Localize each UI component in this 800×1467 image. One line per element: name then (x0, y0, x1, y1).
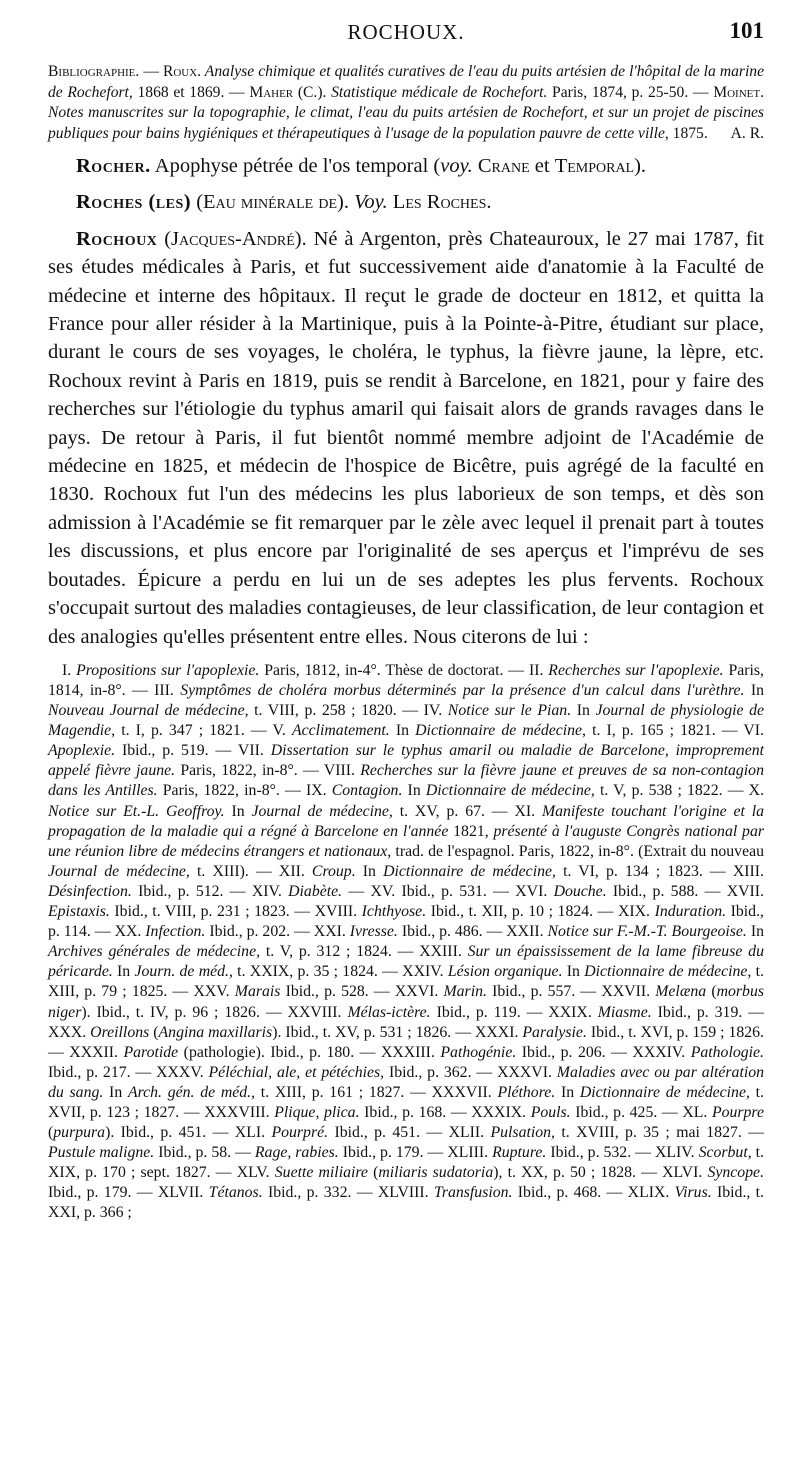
work-title: Désinfection. (48, 882, 132, 900)
work-item (273, 722, 416, 739)
work-title: Dictionnaire de médecine, (383, 862, 556, 880)
work-item (154, 682, 764, 699)
work-item (315, 903, 618, 920)
work-title: Dictionnaire de médecine, (579, 1083, 750, 1101)
work-item (288, 1004, 549, 1021)
work-title: Infection. (145, 923, 206, 941)
bibliography-label: Bibliographie. (48, 63, 140, 80)
work-item (402, 963, 584, 980)
work-title: Douche. (553, 882, 607, 900)
work-number: XIX. (617, 903, 655, 921)
work-number: VI. (743, 722, 764, 740)
work-number: XLVII. (157, 1184, 209, 1202)
work-item (69, 1044, 381, 1061)
work-reference: (pathologie). Ibid., p. 180. — (178, 1043, 381, 1061)
work-number: IV. (423, 702, 448, 720)
work-title: morbus niger (48, 983, 764, 1021)
work-number: XXII. (506, 923, 548, 941)
work-item (314, 923, 506, 940)
bib-author: Roux. (162, 63, 202, 80)
work-title: Journal de physiologie de Magendie, (48, 702, 765, 740)
bib-text: 1875. (668, 124, 708, 142)
work-item (432, 1084, 580, 1101)
work-item (48, 702, 424, 719)
work-number: XXXIX. (471, 1103, 531, 1121)
work-title: Paralysie. (522, 1023, 587, 1041)
entry-headword: Rochoux (76, 227, 158, 250)
work-title: Nouveau Journal de médecine, (48, 702, 249, 720)
work-item (48, 1144, 255, 1161)
work-title: Scorbut, (698, 1144, 752, 1162)
work-title: Notice sur le Pian. (447, 702, 572, 720)
work-item (471, 1104, 682, 1121)
page-number: 101 (729, 18, 764, 43)
work-title: Pulsation, (490, 1124, 556, 1142)
work-number: XXX. (48, 1023, 91, 1041)
work-item (424, 702, 596, 719)
work-reference: t. XVII, p. 123 ; 1827. — (48, 1083, 764, 1121)
work-item (381, 1044, 632, 1061)
work-title: Acclimatement. (291, 722, 390, 740)
entry-text: ). (634, 155, 647, 177)
work-title: Péléchial, ale, et pétéchies, (208, 1063, 385, 1081)
work-title: Journal de médecine, (48, 862, 190, 880)
entry-headword: Rocher. (76, 155, 151, 177)
bib-title: Notes manuscrites sur la topographie, le climat, l'eau du puits artésien de Rochefort, et sur un projet de piscines publiques pour bains hygiéniques et thérapeutiques à l'usage de la population pauvre de cette ville, (48, 104, 764, 142)
work-number: XIV. (251, 882, 289, 900)
work-number: VIII. (323, 762, 361, 780)
work-reference: In (389, 722, 416, 740)
work-number: XXXIV. (632, 1043, 691, 1061)
work-title: Contagion. (331, 782, 403, 800)
work-title: Dissertation sur le typhus amaril ou maladie de Barcelone, improprement appelé fièvre jaune. (48, 742, 765, 780)
work-item (447, 1144, 655, 1161)
work-reference: Paris, 1814, in-8°. — (48, 661, 764, 699)
work-reference: Ibid., p. 588. — (606, 882, 727, 900)
work-title: Pustule maligne. (48, 1144, 155, 1162)
work-number: XXIX. (548, 1003, 598, 1021)
work-number: VII. (237, 742, 271, 760)
bib-text: 1868 et 1869. — (132, 83, 250, 101)
work-item (252, 883, 371, 900)
work-item (378, 1164, 662, 1181)
work-number: XII. (278, 862, 312, 880)
work-title: Dictionnaire de médecine, (584, 963, 752, 981)
work-reference: In (555, 1083, 580, 1101)
work-title: purpura (53, 1124, 106, 1142)
work-reference: Ibid., p. 114. — (48, 903, 764, 941)
work-reference: Ibid., p. 425. — (570, 1103, 683, 1121)
work-reference: t. XV, p. 67. — (392, 802, 515, 820)
work-item (193, 983, 394, 1000)
work-number: XXXVIII. (204, 1103, 275, 1121)
work-title: Epistaxis. (48, 903, 110, 921)
work-reference: t. XVIII, p. 35 ; mai 1827. — (555, 1124, 764, 1142)
work-reference: ( (48, 1124, 54, 1142)
work-title: Pléthore. (497, 1083, 556, 1101)
work-title: Recherches sur l'apoplexie. (548, 661, 724, 679)
cross-ref: Temporal (554, 155, 635, 177)
work-reference: Ibid., t. XXI, p. 366 ; (48, 1184, 764, 1222)
work-title: Notice sur Et.-L. Geoffroy. (48, 802, 225, 820)
work-reference: In (402, 782, 426, 800)
work-reference: In (112, 963, 135, 981)
work-title: Tétanos. (208, 1184, 263, 1202)
work-reference: ), t. XX, p. 50 ; 1828. — (493, 1164, 663, 1182)
work-number: XLVIII. (377, 1184, 434, 1202)
work-reference: ). Ibid., p. 451. — (105, 1124, 235, 1142)
work-title: Dictionnaire de médecine, (425, 782, 595, 800)
work-reference: t. V, p. 538 ; 1822. — (594, 782, 749, 800)
cross-ref: Les Roches. (387, 191, 492, 214)
entry-rochoux (48, 225, 764, 651)
work-title: Parotide (123, 1043, 179, 1061)
work-reference: In (562, 963, 585, 981)
work-title: présenté à l'auguste Congrès national par une réunion libre de médecins étrangers et nationaux, (48, 822, 764, 860)
work-reference: Ibid., t. XVI, p. 159 ; 1826. — (48, 1023, 764, 1061)
work-reference: In (744, 682, 765, 699)
work-title: Oreillons (90, 1023, 150, 1041)
work-item (48, 1024, 159, 1041)
work-number: XLII. (448, 1124, 491, 1142)
cross-ref-voy: Voy. (354, 191, 388, 214)
entry-rocher (48, 152, 764, 180)
bib-title: Statistique médicale de Rochefort. (331, 83, 548, 101)
work-reference: t. VIII, p. 258 ; 1820. — (248, 702, 424, 720)
work-title: Lésion organique. (447, 963, 563, 981)
work-title: miliaris sudatoria (378, 1164, 494, 1182)
work-number: XLV. (236, 1164, 275, 1182)
work-title: Pourpré. (271, 1124, 329, 1142)
work-title: Pathologie. (690, 1043, 764, 1061)
works-list (48, 661, 764, 1224)
entry-text: Apophyse pétrée de l'os temporal ( (150, 155, 441, 177)
cross-ref-voy: voy. (440, 155, 473, 177)
work-reference: Ibid., p. 168. — (359, 1103, 472, 1121)
bib-author: Moinet. (713, 83, 764, 101)
work-reference: ). Ibid., t. XV, p. 531 ; 1826. — (272, 1023, 475, 1041)
work-item (548, 1004, 764, 1021)
entry-headword: Roches (les) (76, 191, 192, 214)
work-reference: t. XIX, p. 170 ; sept. 1827. — (48, 1144, 764, 1182)
work-number: XXVII. (601, 983, 656, 1001)
running-head (48, 0, 764, 52)
work-reference: Ibid., p. 58. — (154, 1144, 255, 1162)
bib-text: (C.). (293, 83, 332, 101)
work-reference: t. VI, p. 134 ; 1823. — (555, 862, 733, 880)
work-title: Croup. (311, 862, 356, 880)
work-reference: Ibid., p. 319. — (651, 1003, 765, 1021)
work-title: Journ. de méd., (134, 963, 233, 981)
work-reference: Ibid., p. 451. — (328, 1124, 449, 1142)
entry-name: (Jacques-André). (157, 227, 307, 250)
bibliography-paragraph (48, 62, 764, 144)
work-number: I. (62, 661, 77, 679)
work-number: XVII. (726, 882, 764, 900)
work-number: XLIX. (627, 1184, 675, 1202)
work-reference: In (224, 802, 252, 820)
work-title: Plique, plica. (274, 1103, 360, 1121)
work-reference: Ibid., p. 206. — (516, 1043, 633, 1061)
work-number: XX. (114, 923, 146, 941)
cross-ref: Crane (472, 155, 530, 177)
work-reference: Ibid., t. XII, p. 10 ; 1824. — (426, 903, 618, 921)
work-reference: ( (149, 1023, 159, 1041)
work-number: XXXII. (69, 1043, 124, 1061)
work-item (370, 883, 515, 900)
work-item (395, 983, 602, 1000)
work-reference: Ibid., p. 179. — (48, 1184, 158, 1202)
work-number: XXIII. (419, 943, 468, 961)
work-title: Apoplexie. (48, 742, 116, 760)
work-title: Induration. (654, 903, 727, 921)
work-title: Syncope. (707, 1164, 765, 1182)
entry-body: Né à Argenton, près Chateauroux, le 27 mai 1787, fit ses études médicales à Paris, et fut successivement aide d'anatomie à la Faculté de médecine et interne des hôpitaux. Il reçut le grade de docteur en 1812, et quitta la France pour aller résider à la Martinique, puis à la Pointe-à-Pitre, étudiant sur place, durant le cours de ses voyages, le choléra, le typhus, la fièvre jaune, la lèpre, etc. Rochoux revint à Paris en 1819, puis se rendit à Barcelone, en 1821, pour y faire des recherches sur l'étiologie du typhus amaril qui faisait alors de grands ravages dans le pays. De retour à Paris, il fut bientôt nommé membre adjoint de l'Académie de médecine en 1825, et médecin de l'hospice de Bicêtre, puis agrégé de la faculté en 1830. Rochoux fut l'un des médecins les plus laborieux de son temps, et dès son admission à l'Académie se fit remarquer par le zèle avec lequel il prenait part à toutes les discussions, et plus encore par l'originalité de ses aperçus et l'imprévu de ses boutades. Épicure a perdu en lui un de ses adeptes les plus fervents. Rochoux s'occupait surtout des maladies contagieuses, de leur classification, de leur contagion et des analogies qu'elles présentent entre elles. Nous citerons de lui : (48, 227, 764, 648)
work-number: X. (748, 782, 765, 800)
work-title: Arch. gén. de méd., (127, 1083, 256, 1101)
work-number: III. (154, 682, 181, 699)
entry-roches (48, 188, 764, 216)
work-reference: t. XIII, p. 161 ; 1827. — (255, 1083, 432, 1101)
work-item (115, 923, 314, 940)
work-reference: ). Ibid., t. IV, p. 96 ; 1826. — (81, 1003, 288, 1021)
work-title: Transfusion. (433, 1184, 513, 1202)
work-reference: Ibid., p. 202. — (205, 923, 314, 941)
work-title: Suette miliaire (274, 1164, 368, 1182)
work-item (426, 782, 749, 799)
work-item (156, 1064, 497, 1081)
work-title: Recherches sur la fièvre jaune et preuves de sa non-contagion dans les Antilles. (48, 762, 764, 800)
work-number: XLIV. (654, 1144, 699, 1162)
work-item (279, 863, 383, 880)
author-signature: A. R. (730, 124, 764, 142)
work-reference: Ibid., p. 528. — (280, 983, 395, 1001)
work-number: XLI. (234, 1124, 272, 1142)
bib-text: Paris, 1874, p. 25-50. — (547, 83, 714, 101)
entry-text: et (529, 155, 555, 177)
work-reference: t. I, p. 165 ; 1821. — (586, 722, 744, 740)
work-title: Dictionnaire de médecine, (415, 722, 586, 740)
work-item (255, 1144, 447, 1161)
work-title: Maladies avec ou par altération du sang. (48, 1063, 765, 1101)
running-title: ROCHOUX. (347, 20, 465, 44)
work-reference: Ibid., p. 119. — (430, 1003, 549, 1021)
work-item (159, 1024, 475, 1041)
work-number: XXVI. (394, 983, 444, 1001)
work-title: Rage, rabies. (254, 1144, 339, 1162)
work-item (134, 963, 402, 980)
work-title: Ivresse. (349, 923, 398, 941)
work-title: Marais (234, 983, 281, 1001)
work-reference: Ibid., p. 532. — (546, 1144, 655, 1162)
work-reference: In (746, 923, 764, 941)
work-title: Angina maxillaris (158, 1023, 273, 1041)
work-title: Manifeste touchant l'origine et la propagation de la maladie qui a régné à Barcelone en l'année (48, 802, 765, 840)
bib-author: Maher (249, 83, 294, 101)
work-title: Journal de médecine, (251, 802, 393, 820)
bib-text: — (139, 63, 163, 80)
work-number: XXI. (313, 923, 350, 941)
work-item (48, 863, 279, 880)
work-reference: — (342, 882, 371, 900)
work-title: Symptômes de choléra morbus déterminés par la présence d'un calcul dans l'urèthre. (180, 682, 745, 699)
work-reference: t. V, p. 312 ; 1824. — (260, 943, 420, 961)
work-title: Propositions sur l'apoplexie. (76, 661, 260, 679)
work-number: XXXVI. (497, 1063, 557, 1081)
work-item (601, 983, 716, 1000)
work-title: Notice sur F.-M.-T. Bourgeoise. (547, 923, 747, 941)
work-title: Pourpre (711, 1103, 765, 1121)
work-title: Melæna (655, 983, 707, 1001)
work-item (378, 1184, 628, 1201)
work-number: II. (528, 661, 549, 679)
work-number: XXXVII. (431, 1083, 498, 1101)
work-reference: t. XXIX, p. 35 ; 1824. — (232, 963, 403, 981)
work-item (515, 883, 726, 900)
work-reference: ( (706, 983, 717, 1001)
work-number: XVI. (515, 882, 554, 900)
work-reference: Ibid., p. 217. — (48, 1063, 157, 1081)
work-number: XLIII. (447, 1144, 493, 1162)
work-number: XXXV. (156, 1063, 209, 1081)
work-item (415, 722, 743, 739)
work-title: Marin. (443, 983, 487, 1001)
work-title: Ichthyose. (361, 903, 427, 921)
work-number: XXIV. (402, 963, 448, 981)
work-reference: In (103, 1083, 128, 1101)
work-reference: t. XIII). — (189, 862, 279, 880)
work-reference: Ibid., p. 519. — (115, 742, 238, 760)
work-reference: t. XIII, p. 79 ; 1825. — (48, 963, 764, 1001)
work-number: XXXI. (474, 1023, 523, 1041)
work-title: Pouls. (530, 1103, 571, 1121)
work-number: XIII. (732, 862, 764, 880)
work-title: Archives générales de médecine, (48, 943, 261, 961)
work-item (235, 1124, 449, 1141)
work-reference: Ibid., p. 512. — (131, 882, 252, 900)
work-item (237, 1164, 379, 1181)
work-reference: In (355, 862, 384, 880)
work-number: IX. (305, 782, 332, 800)
work-reference: Ibid., p. 362. — (384, 1063, 498, 1081)
work-number: XI. (514, 802, 542, 820)
work-item (128, 1084, 432, 1101)
work-title: Sur un épaississement de la lame fibreuse du péricarde. (48, 943, 764, 981)
work-title: Mélas-ictère. (347, 1003, 431, 1021)
work-item (506, 923, 764, 940)
bib-title: Analyse chimique et qualités curatives de l'eau du puits artésien de l'hôpital de la marine de Rochefort, (48, 63, 765, 101)
work-number: XV. (370, 882, 402, 900)
work-reference: Paris, 1812, in-4°. Thèse de doctorat. — (259, 661, 529, 679)
work-reference: 1821, (448, 822, 494, 840)
work-title: Diabète. (288, 882, 343, 900)
work-number: XXV. (193, 983, 235, 1001)
work-reference: In (571, 702, 596, 720)
work-reference: Ibid., t. VIII, p. 231 ; 1823. — (109, 903, 315, 921)
work-reference: Ibid., p. 468. — (512, 1184, 628, 1202)
work-reference: t. I, p. 347 ; 1821. — (115, 722, 273, 740)
work-reference: Paris, 1822, in-8°. — (157, 782, 306, 800)
work-title: Rupture. (492, 1144, 547, 1162)
work-reference: Ibid., p. 531. — (401, 882, 516, 900)
work-title: Miasme. (597, 1003, 652, 1021)
work-item (53, 1124, 235, 1141)
work-number: XL. (682, 1103, 712, 1121)
entry-text: (Eau minérale de). (191, 191, 355, 214)
work-item (204, 1104, 471, 1121)
work-reference: Ibid., p. 332. — (262, 1184, 378, 1202)
work-title: Virus. (674, 1184, 712, 1202)
work-number: XVIII. (314, 903, 362, 921)
work-reference: Ibid., p. 486. — (397, 923, 507, 941)
work-number: XXVIII. (287, 1003, 348, 1021)
work-title: Pathogénie. (440, 1043, 517, 1061)
work-number: XLVI. (662, 1164, 708, 1182)
work-reference: Ibid., p. 557. — (486, 983, 602, 1001)
work-reference: trad. de l'espagnol. Paris, 1822, in-8°. (Extrait du nouveau (391, 842, 765, 860)
work-item (449, 1124, 764, 1141)
work-reference: Ibid., p. 179. — (338, 1144, 448, 1162)
work-number: XXXIII. (380, 1043, 441, 1061)
work-reference: Paris, 1822, in-8°. — (175, 762, 324, 780)
work-item (48, 943, 419, 960)
work-item (306, 782, 426, 799)
work-item (252, 803, 515, 820)
work-item (62, 662, 529, 679)
work-item (158, 1184, 378, 1201)
work-reference: ( (367, 1164, 379, 1182)
work-number: V. (272, 722, 292, 740)
work-item (383, 863, 733, 880)
